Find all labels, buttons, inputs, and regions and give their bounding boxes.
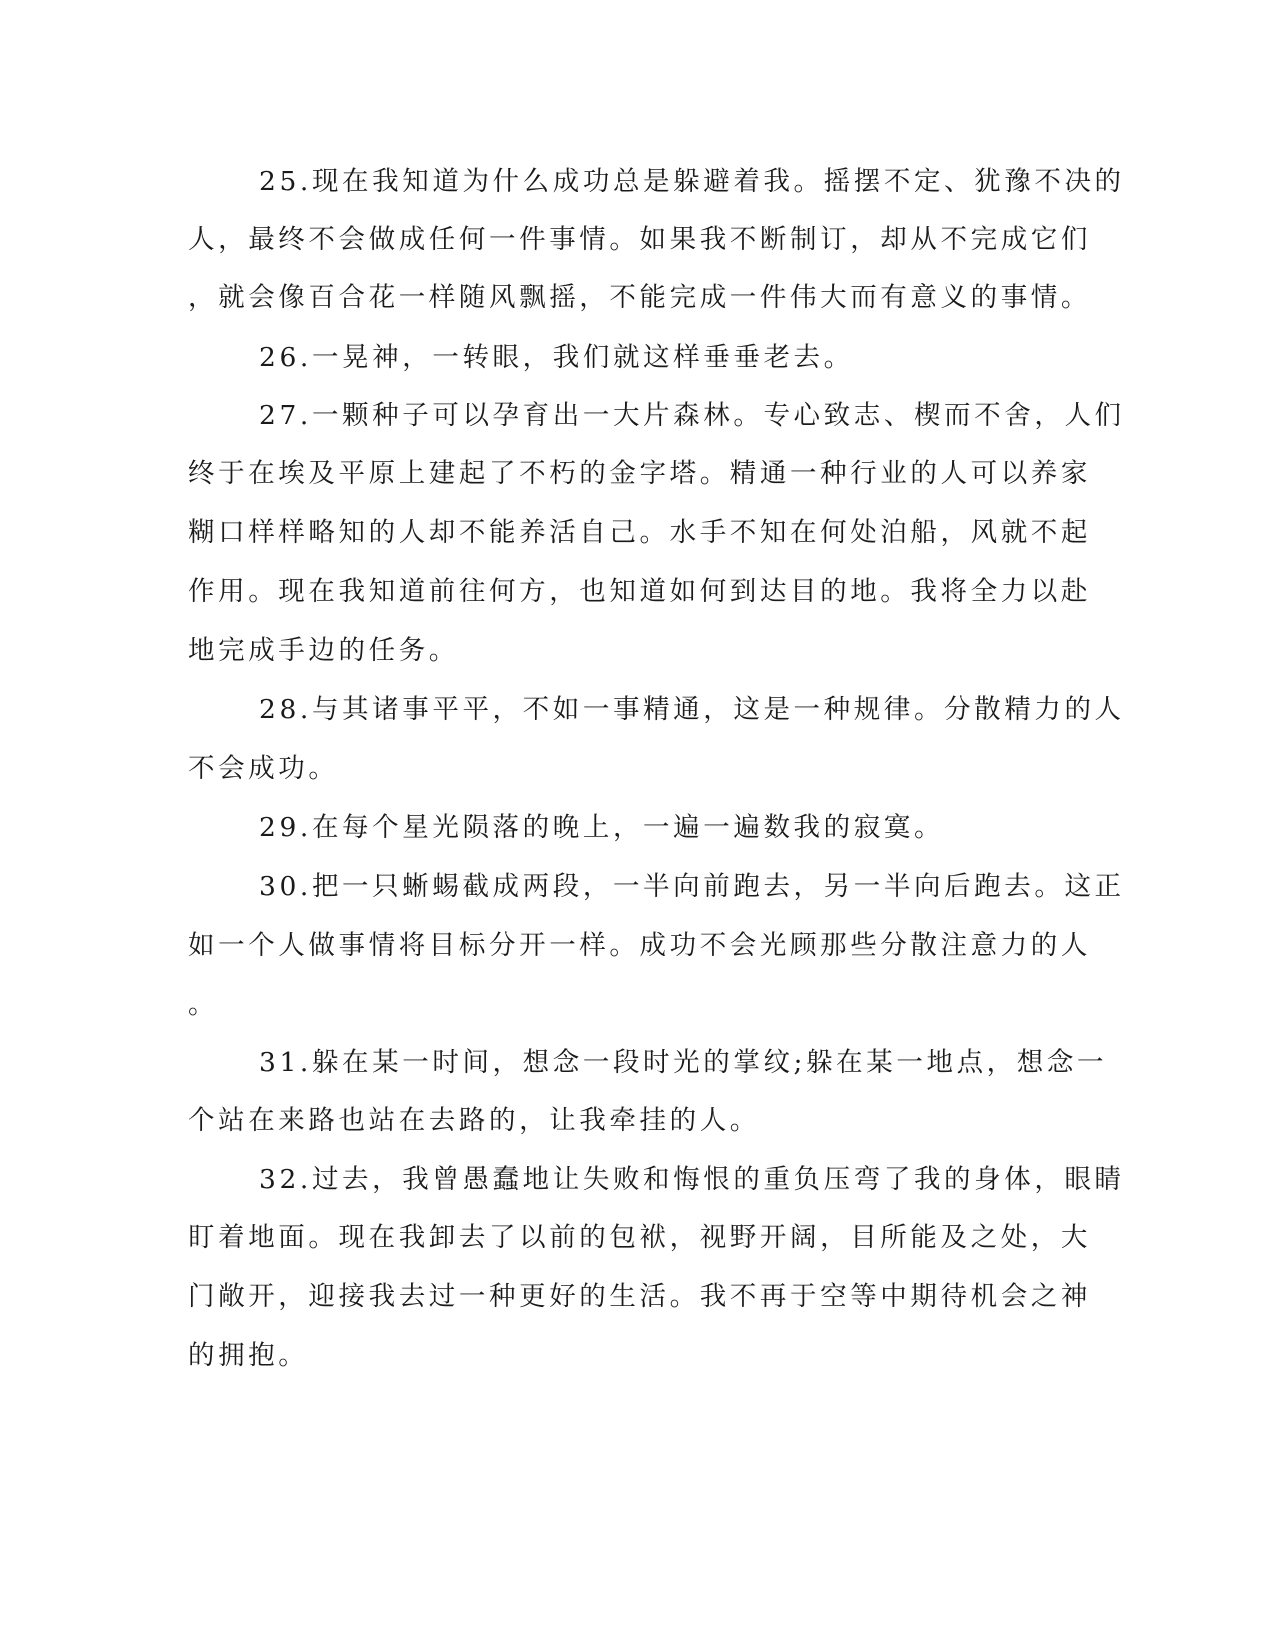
paragraph-31-line-2: 个站在来路也站在去路的，让我牵挂的人。 <box>188 1105 760 1136</box>
paragraph-27-line-1: 27.一颗种子可以孕育出一大片森林。专心致志、楔而不舍，人们 <box>259 400 1125 431</box>
paragraph-27-line-3: 糊口样样略知的人却不能养活自己。水手不知在何处泊船，风就不起 <box>188 517 1091 548</box>
paragraph-30-line-3: 。 <box>188 989 219 1020</box>
paragraph-25-line-1: 25.现在我知道为什么成功总是躲避着我。摇摆不定、犹豫不决的 <box>259 166 1125 197</box>
paragraph-32-line-1: 32.过去，我曾愚蠢地让失败和悔恨的重负压弯了我的身体，眼睛 <box>259 1164 1125 1195</box>
paragraph-30-line-2: 如一个人做事情将目标分开一样。成功不会光顾那些分散注意力的人 <box>188 930 1091 961</box>
paragraph-32-line-3: 门敞开，迎接我去过一种更好的生活。我不再于空等中期待机会之神 <box>188 1281 1091 1312</box>
paragraph-28-line-1: 28.与其诸事平平，不如一事精通，这是一种规律。分散精力的人 <box>259 694 1125 725</box>
paragraph-30-line-1: 30.把一只蜥蜴截成两段，一半向前跑去，另一半向后跑去。这正 <box>259 871 1125 902</box>
paragraph-25-line-3: ，就会像百合花一样随风飘摇，不能完成一件伟大而有意义的事情。 <box>188 282 1091 313</box>
paragraph-25-line-2: 人，最终不会做成任何一件事情。如果我不断制订，却从不完成它们 <box>188 224 1091 255</box>
paragraph-32-line-4: 的拥抱。 <box>188 1340 309 1371</box>
paragraph-28-line-2: 不会成功。 <box>188 753 339 784</box>
paragraph-31-line-1: 31.躲在某一时间，想念一段时光的掌纹;躲在某一地点，想念一 <box>259 1047 1108 1078</box>
paragraph-26-line-1: 26.一晃神，一转眼，我们就这样垂垂老去。 <box>259 342 854 373</box>
paragraph-27-line-4: 作用。现在我知道前往何方，也知道如何到达目的地。我将全力以赴 <box>188 576 1091 607</box>
paragraph-27-line-2: 终于在埃及平原上建起了不朽的金字塔。精通一种行业的人可以养家 <box>188 458 1091 489</box>
paragraph-27-line-5: 地完成手边的任务。 <box>188 635 459 666</box>
paragraph-32-line-2: 盯着地面。现在我卸去了以前的包袱，视野开阔，目所能及之处，大 <box>188 1222 1091 1253</box>
paragraph-29-line-1: 29.在每个星光陨落的晚上，一遍一遍数我的寂寞。 <box>259 812 945 843</box>
